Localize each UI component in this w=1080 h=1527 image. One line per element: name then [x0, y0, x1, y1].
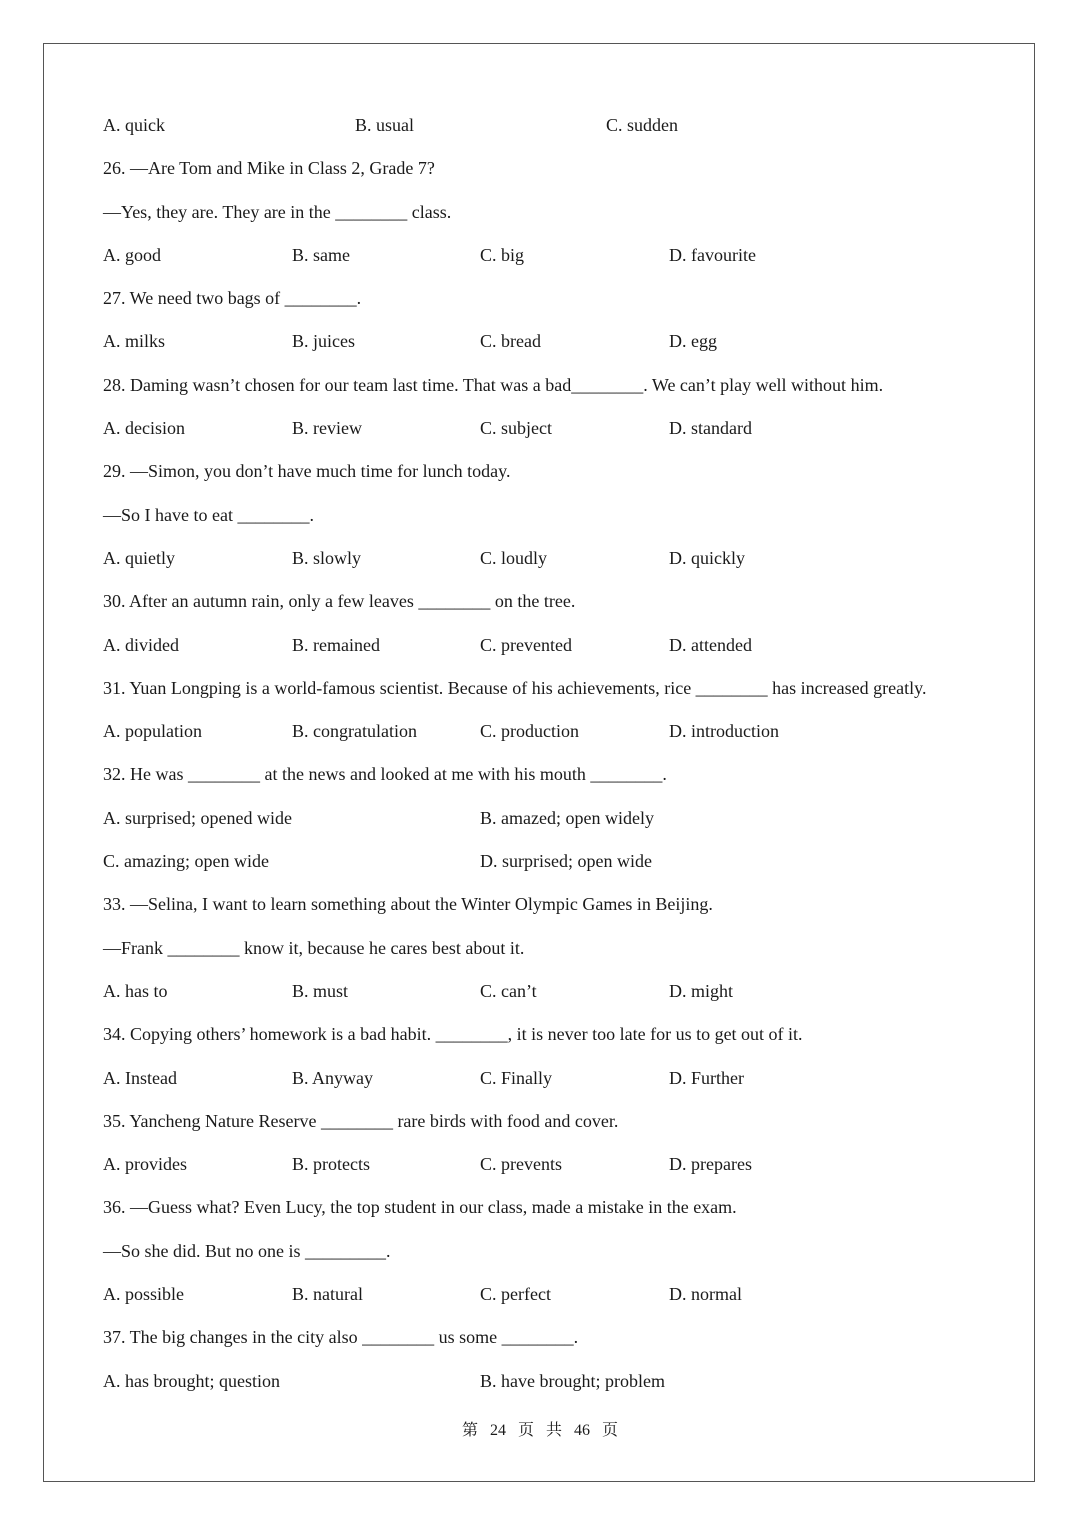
answer-options-row — [103, 407, 1003, 450]
answer-option: A. surprised; opened wide — [103, 807, 292, 828]
question-text: 35. Yancheng Nature Reserve ________ rare birds with food and cover. — [103, 1110, 619, 1131]
answer-options-row — [103, 234, 1003, 277]
answer-options-row — [103, 320, 1003, 363]
answer-option: A. has to — [103, 980, 168, 1001]
answer-option: A. possible — [103, 1284, 184, 1305]
answer-option: B. slowly — [292, 547, 362, 568]
answer-option: A. Instead — [103, 1067, 177, 1088]
answer-option: D. favourite — [669, 244, 756, 265]
answer-option: C. prevents — [480, 1154, 562, 1175]
question-text: 37. The big changes in the city also ________ us some ________. — [103, 1327, 579, 1348]
answer-option: B. juices — [292, 331, 355, 352]
answer-options-row — [103, 797, 1003, 840]
answer-options-row — [103, 537, 1003, 580]
answer-option: D. quickly — [669, 547, 745, 568]
answer-option: B. congratulation — [292, 721, 417, 742]
answer-options-row — [103, 1360, 1003, 1403]
question-text: 28. Daming wasn’t chosen for our team last time. That was a bad________. We can’t play well without him. — [103, 374, 884, 395]
answer-option: C. prevented — [480, 634, 572, 655]
answer-option: A. provides — [103, 1154, 187, 1175]
answer-option: A. population — [103, 721, 202, 742]
answer-option: B. protects — [292, 1154, 370, 1175]
question-text: 34. Copying others’ homework is a bad habit. ________, it is never too late for us to get out of it. — [103, 1024, 803, 1045]
answer-option: B. have brought; problem — [480, 1370, 665, 1391]
answer-option: B. remained — [292, 634, 380, 655]
answer-option: C. production — [480, 721, 579, 742]
answer-option: D. standard — [669, 418, 752, 439]
question-text: 33. —Selina, I want to learn something about the Winter Olympic Games in Beijing. — [103, 894, 713, 915]
answer-options-row — [103, 624, 1003, 667]
question-text: 32. He was ________ at the news and looked at me with his mouth ________. — [103, 764, 667, 785]
answer-option: D. Further — [669, 1067, 744, 1088]
answer-options-row — [103, 710, 1003, 753]
answer-option: D. egg — [669, 331, 717, 352]
answer-option: D. introduction — [669, 721, 779, 742]
answer-option: C. sudden — [606, 115, 678, 135]
answer-option: A. has brought; question — [103, 1370, 280, 1391]
answer-option: C. Finally — [480, 1067, 553, 1088]
answer-option: D. might — [669, 980, 734, 1001]
answer-options-row — [103, 840, 1003, 883]
answer-option: D. normal — [669, 1284, 742, 1305]
question-text: 27. We need two bags of ________. — [103, 288, 362, 309]
answer-option: D. prepares — [669, 1154, 752, 1175]
question-text: —So I have to eat ________. — [103, 504, 314, 525]
answer-option: A. quietly — [103, 547, 175, 568]
answer-option: C. perfect — [480, 1284, 551, 1305]
answer-option: C. big — [480, 244, 525, 265]
answer-option: C. loudly — [480, 547, 548, 568]
answer-options-row — [103, 1273, 1003, 1316]
answer-options-row — [103, 970, 1003, 1013]
answer-option: B. must — [292, 980, 349, 1001]
question-text: —So she did. But no one is _________. — [103, 1240, 391, 1261]
question-text: 31. Yuan Longping is a world-famous scientist. Because of his achievements, rice ________ has increased greatly. — [103, 677, 927, 698]
answer-option: D. attended — [669, 634, 752, 655]
answer-options-row — [103, 104, 1003, 147]
answer-option: D. surprised; open wide — [480, 851, 652, 872]
answer-option: B. natural — [292, 1284, 363, 1305]
answer-option: C. subject — [480, 418, 552, 439]
question-text: 36. —Guess what? Even Lucy, the top student in our class, made a mistake in the exam. — [103, 1197, 737, 1218]
answer-option: B. usual — [355, 115, 415, 135]
question-text: 29. —Simon, you don’t have much time for lunch today. — [103, 461, 511, 482]
question-content — [103, 104, 1003, 1403]
answer-option: C. can’t — [480, 980, 537, 1001]
answer-option: B. review — [292, 418, 362, 439]
question-text: 26. —Are Tom and Mike in Class 2, Grade 7? — [103, 158, 435, 179]
answer-option: C. amazing; open wide — [103, 851, 269, 872]
answer-options-row — [103, 1143, 1003, 1186]
answer-option: A. milks — [103, 331, 166, 352]
answer-options-row — [103, 1057, 1003, 1100]
answer-option: A. quick — [103, 115, 165, 135]
answer-option: B. Anyway — [292, 1067, 373, 1088]
answer-option: C. bread — [480, 331, 541, 352]
answer-option: B. same — [292, 244, 350, 265]
answer-option: A. divided — [103, 634, 179, 655]
question-text: —Frank ________ know it, because he cares best about it. — [103, 937, 525, 958]
question-text: 30. After an autumn rain, only a few leaves ________ on the tree. — [103, 591, 576, 612]
answer-option: B. amazed; open widely — [480, 807, 654, 828]
answer-option: A. good — [103, 244, 161, 265]
answer-option: A. decision — [103, 418, 185, 439]
question-text: —Yes, they are. They are in the ________ class. — [103, 201, 452, 222]
page-number-footer: 第 24 页 共 46 页 — [461, 1422, 618, 1439]
